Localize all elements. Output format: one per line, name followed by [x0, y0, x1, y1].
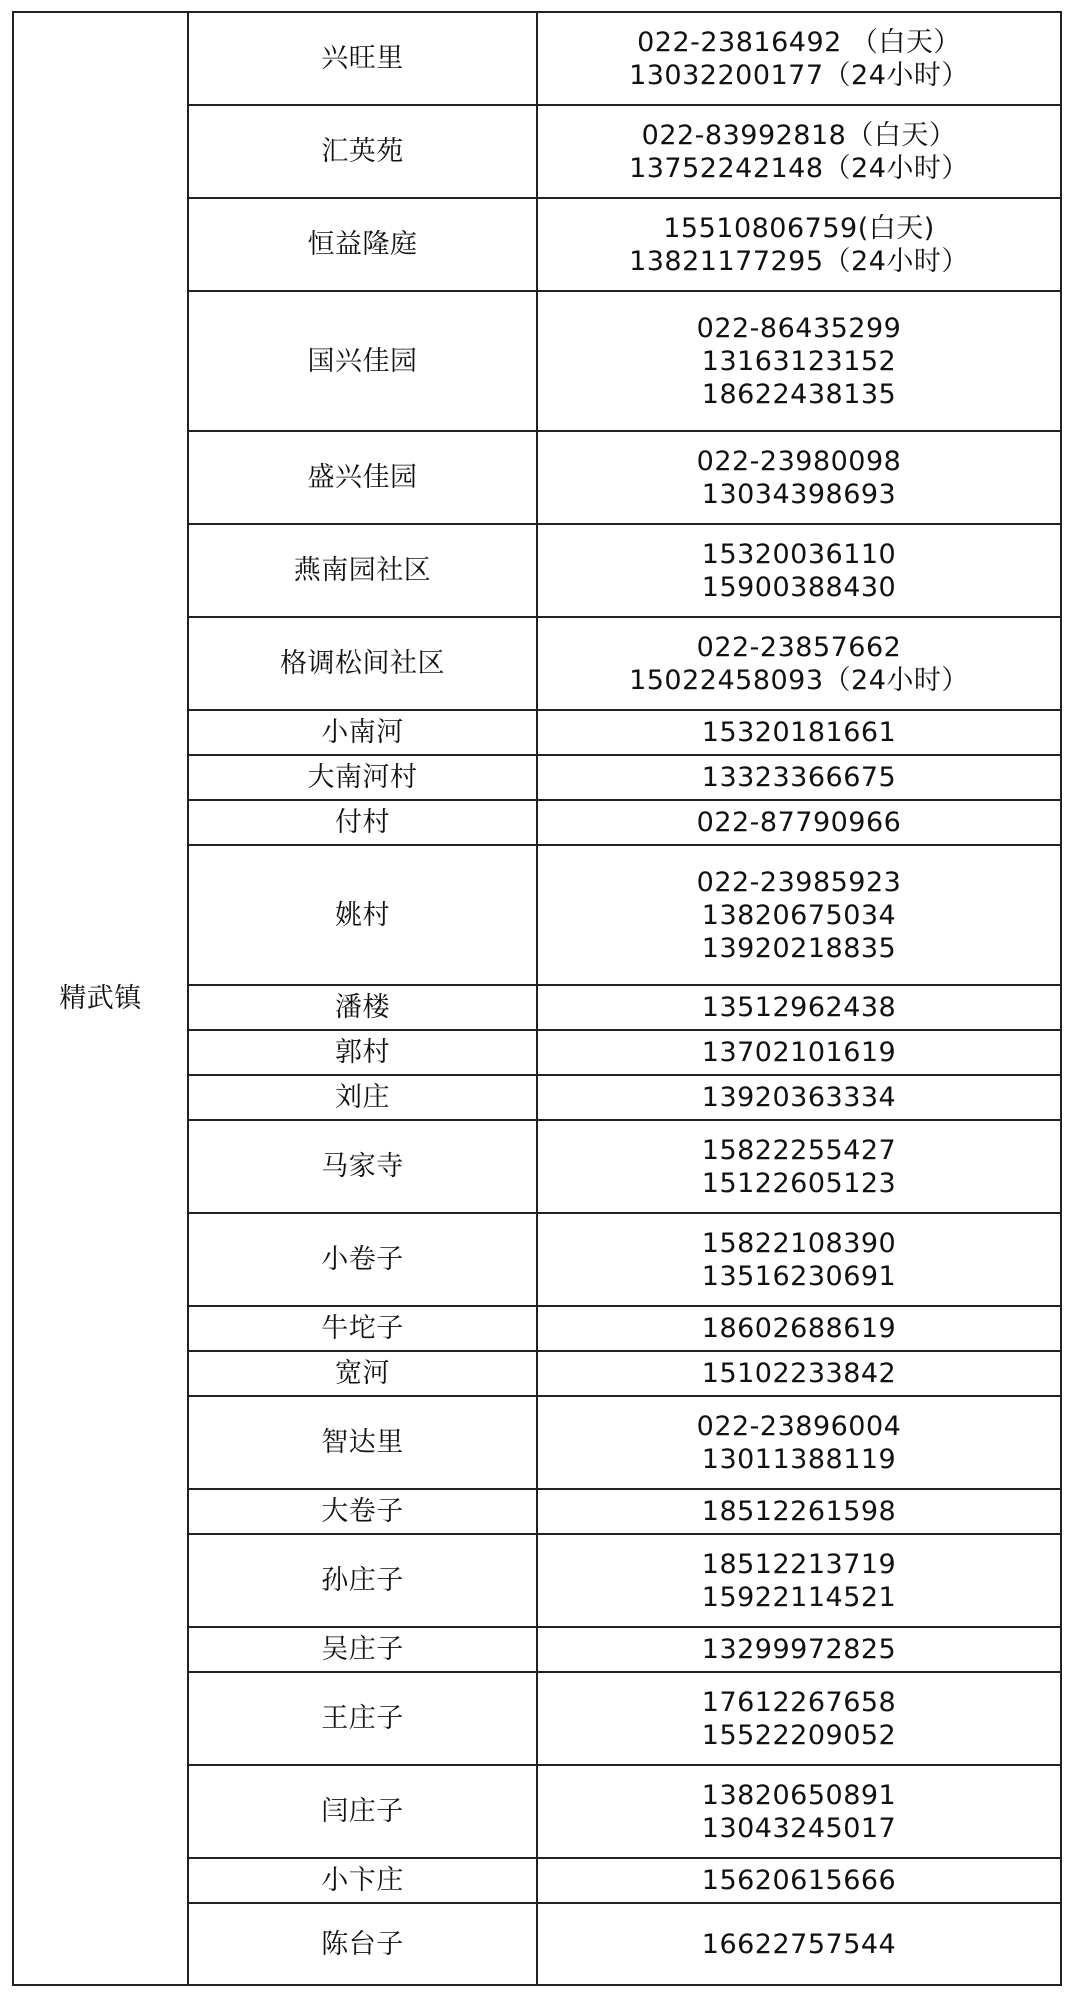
phone-number: 15822108390 [701, 1227, 897, 1259]
community-name-cell: 潘楼 [188, 985, 537, 1030]
phone-number: 022-23896004 [696, 1410, 902, 1442]
phone-number: 18512213719 [701, 1548, 897, 1580]
table-row [13, 12, 1061, 105]
community-name-cell: 闫庄子 [188, 1765, 537, 1858]
phone-number: 15320036110 [701, 538, 897, 570]
phone-number: 15122605123 [701, 1167, 897, 1199]
phone-cell [537, 524, 1061, 617]
community-name-cell: 智达里 [188, 1396, 537, 1489]
phone-cell [537, 845, 1061, 985]
phone-cell [537, 1306, 1061, 1351]
phone-cell [537, 755, 1061, 800]
phone-cell [537, 1075, 1061, 1120]
phone-cell [537, 1627, 1061, 1672]
phone-number: 13920363334 [701, 1082, 897, 1113]
phone-number: 16622757544 [701, 1928, 897, 1960]
community-name-cell: 姚村 [188, 845, 537, 985]
phone-number: 15522209052 [701, 1719, 897, 1751]
phone-number: 13820650891 [701, 1779, 897, 1811]
phone-number: 022-87790966 [696, 807, 902, 838]
phone-number: 15922114521 [701, 1581, 897, 1613]
phone-number: 13516230691 [701, 1260, 897, 1292]
community-name-cell: 汇英苑 [188, 105, 537, 198]
community-name-cell: 大南河村 [188, 755, 537, 800]
phone-number: 15102233842 [701, 1358, 897, 1389]
phone-number: 022-83992818（白天） [641, 119, 957, 151]
community-name-cell: 付村 [188, 800, 537, 845]
phone-cell [537, 431, 1061, 524]
community-name-cell: 吴庄子 [188, 1627, 537, 1672]
contact-table [12, 11, 1062, 1986]
phone-cell [537, 291, 1061, 431]
phone-number: 13043245017 [701, 1812, 897, 1844]
community-name-cell: 国兴佳园 [188, 291, 537, 431]
phone-number: 13032200177（24小时） [629, 59, 969, 91]
phone-number: 13702101619 [701, 1037, 897, 1068]
phone-number: 13299972825 [701, 1634, 897, 1665]
phone-number: 022-86435299 [696, 312, 902, 344]
phone-number: 022-23816492 （白天） [637, 26, 961, 58]
community-name-cell: 燕南园社区 [188, 524, 537, 617]
phone-number: 13512962438 [701, 992, 897, 1023]
phone-number: 13752242148（24小时） [629, 152, 969, 184]
phone-cell [537, 1213, 1061, 1306]
phone-cell [537, 1120, 1061, 1213]
phone-number: 17612267658 [701, 1686, 897, 1718]
phone-number: 15022458093（24小时） [629, 664, 969, 696]
contact-table-body [13, 12, 1061, 1985]
community-name-cell: 格调松间社区 [188, 617, 537, 710]
phone-number: 022-23985923 [696, 866, 902, 898]
phone-number: 13920218835 [701, 932, 897, 964]
phone-cell [537, 985, 1061, 1030]
phone-cell [537, 1351, 1061, 1396]
phone-number: 13163123152 [701, 345, 897, 377]
phone-number: 18622438135 [701, 378, 897, 410]
community-name-cell: 孙庄子 [188, 1534, 537, 1627]
phone-cell [537, 617, 1061, 710]
phone-number: 022-23980098 [696, 445, 902, 477]
community-name-cell: 大卷子 [188, 1489, 537, 1534]
phone-number: 15822255427 [701, 1134, 897, 1166]
community-name-cell: 小卞庄 [188, 1858, 537, 1903]
phone-cell [537, 1534, 1061, 1627]
phone-number: 13011388119 [701, 1443, 897, 1475]
phone-cell [537, 1489, 1061, 1534]
phone-number: 13820675034 [701, 899, 897, 931]
community-name-cell: 王庄子 [188, 1672, 537, 1765]
phone-number: 18512261598 [701, 1496, 897, 1527]
phone-cell [537, 1030, 1061, 1075]
community-name-cell: 马家寺 [188, 1120, 537, 1213]
phone-number: 13034398693 [701, 478, 897, 510]
phone-cell [537, 198, 1061, 291]
phone-cell [537, 12, 1061, 105]
phone-cell [537, 1858, 1061, 1903]
phone-cell [537, 105, 1061, 198]
community-name-cell: 兴旺里 [188, 12, 537, 105]
phone-number: 15320181661 [701, 717, 897, 748]
phone-number: 13821177295（24小时） [629, 245, 969, 277]
phone-number: 15620615666 [701, 1865, 897, 1896]
phone-cell [537, 800, 1061, 845]
phone-cell [537, 1396, 1061, 1489]
community-name-cell: 恒益隆庭 [188, 198, 537, 291]
community-name-cell: 小南河 [188, 710, 537, 755]
community-name-cell: 小卷子 [188, 1213, 537, 1306]
community-name-cell: 牛坨子 [188, 1306, 537, 1351]
phone-cell [537, 1765, 1061, 1858]
phone-cell [537, 710, 1061, 755]
phone-cell [537, 1672, 1061, 1765]
phone-number: 022-23857662 [696, 631, 902, 663]
community-name-cell: 陈台子 [188, 1903, 537, 1985]
phone-number: 15900388430 [701, 571, 897, 603]
phone-number: 13323366675 [701, 762, 897, 793]
community-name-cell: 盛兴佳园 [188, 431, 537, 524]
phone-cell [537, 1903, 1061, 1985]
community-name-cell: 郭村 [188, 1030, 537, 1075]
town-cell: 精武镇 [13, 12, 188, 1985]
community-name-cell: 宽河 [188, 1351, 537, 1396]
phone-number: 15510806759(白天) [663, 212, 935, 244]
phone-number: 18602688619 [701, 1313, 897, 1344]
community-name-cell: 刘庄 [188, 1075, 537, 1120]
